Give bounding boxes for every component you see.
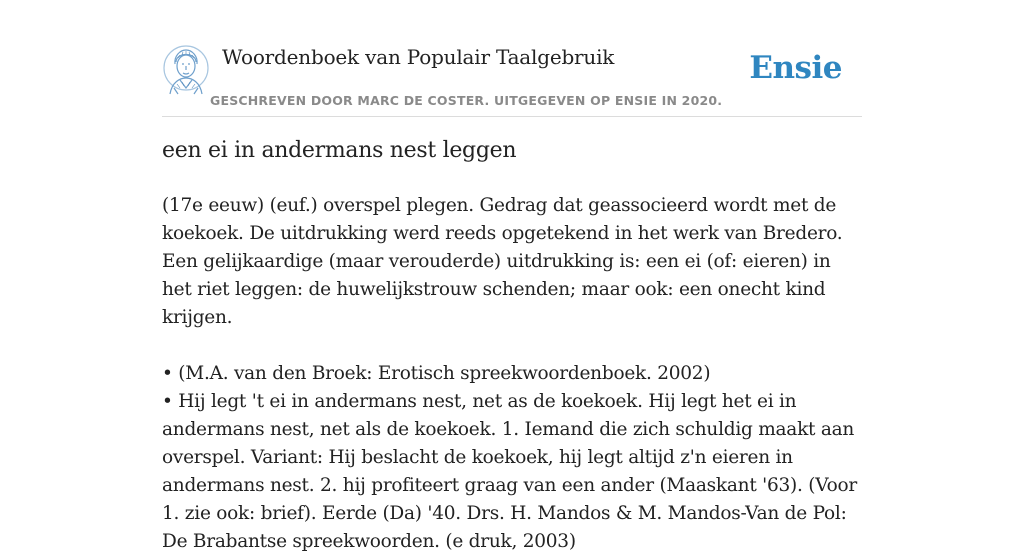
header	[162, 40, 862, 117]
entry-body	[162, 192, 862, 556]
book-title[interactable]: Woordenboek van Populair Taalgebruik	[222, 45, 615, 69]
paragraph-spacer	[162, 332, 862, 360]
author-portrait-icon	[162, 44, 210, 96]
source-citation: • (M.A. van den Broek: Erotisch spreekwoordenboek. 2002)	[162, 363, 711, 384]
entry-definition: (17e eeuw) (euf.) overspel plegen. Gedrag dat geassocieerd wordt met de koekoek. De uitdrukking werd reeds opgetekend in het werk van Bredero. Een gelijkaardige (maar verouderde) uitdrukking is: een ei (of: eieren) in het riet leggen: de huwelijkstrouw schenden; maar ook: een onecht kind krijgen.	[162, 195, 843, 328]
byline: GESCHREVEN DOOR MARC DE COSTER. UITGEGEVEN OP ENSIE IN 2020.	[210, 93, 723, 108]
source-citation: • Hij legt 't ei in andermans nest, net as de koekoek. Hij legt het ei in andermans nest, net als de koekoek. 1. Iemand die zich schuldig maakt aan overspel. Variant: Hij beslacht de koekoek, hij legt altijd z'n eieren in andermans nest. 2. hij profiteert graag van een ander (Maaskant '63). (Voor 1. zie ook: brief). Eerde (Da) '40. Drs. H. Mandos & M. Mandos-Van de Pol: De Brabantse spreekwoorden. (e druk, 2003)	[162, 391, 857, 552]
entry-title: een ei in andermans nest leggen	[162, 138, 517, 163]
brand-logo[interactable]: Ensie	[749, 50, 842, 86]
